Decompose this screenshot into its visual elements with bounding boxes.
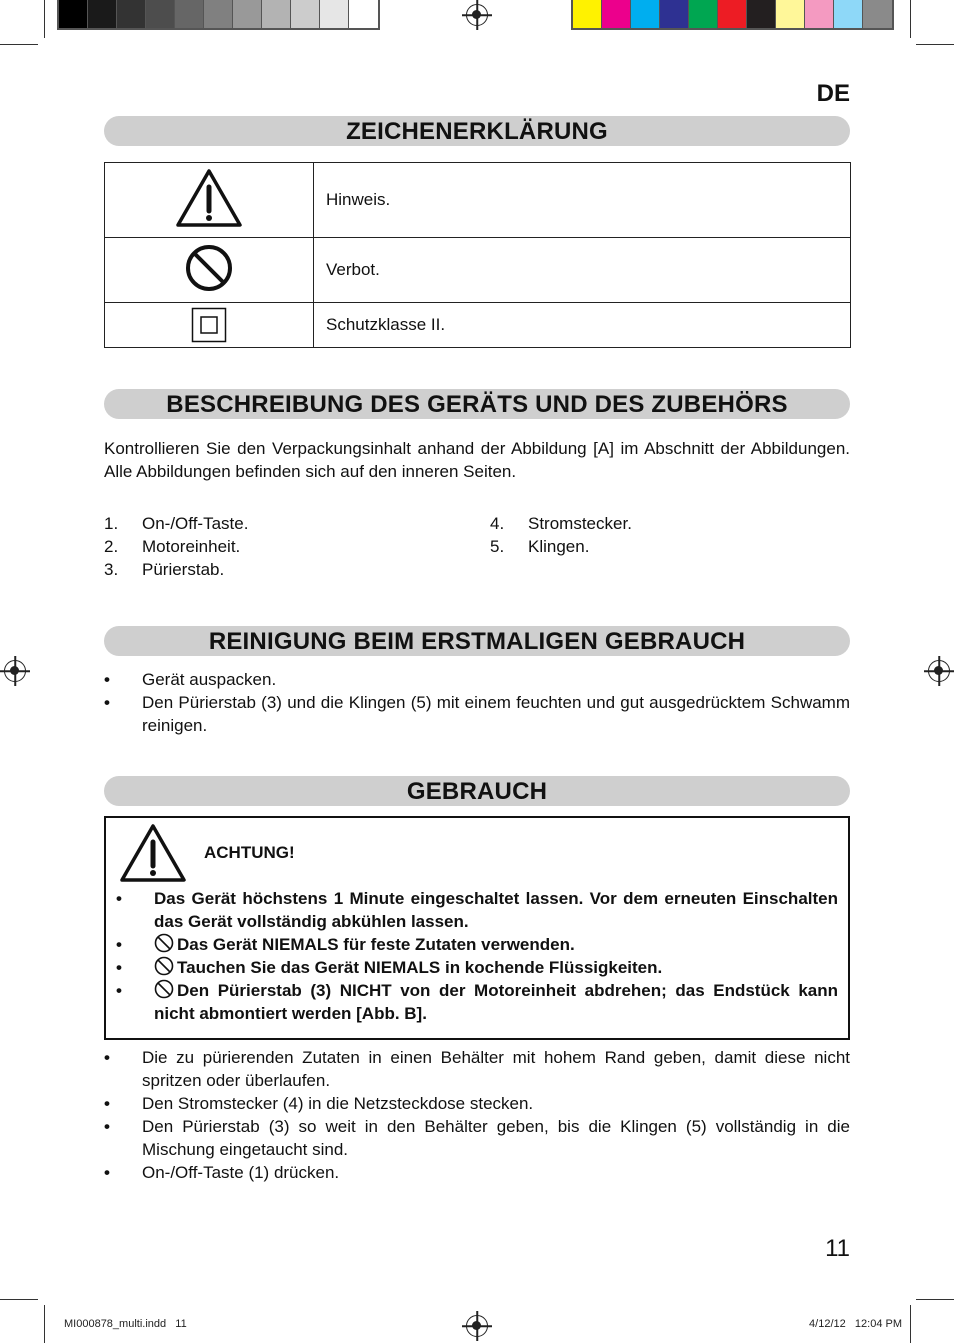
list-item: • On-/Off-Taste (1) drücken.	[104, 1163, 340, 1182]
class-ii-icon	[191, 307, 227, 343]
color-swatch	[776, 0, 805, 28]
registration-mark-icon	[466, 1315, 488, 1337]
bullet-icon: •	[104, 1117, 110, 1136]
prohibition-icon	[154, 979, 174, 999]
slug-date: 4/12/12 12:04 PM	[809, 1318, 902, 1330]
bullet-icon: •	[116, 889, 122, 908]
color-swatch	[88, 0, 117, 28]
usage-list	[104, 1046, 850, 1184]
list-item: • Den Pürierstab (3) und die Klingen (5) mit einem feuchten und gut ausgedrücktem Schwamm reinigen.	[104, 693, 850, 735]
legend-section-title: ZEICHENERKLÄRUNG	[104, 116, 850, 146]
crop-mark	[44, 0, 45, 38]
registration-mark-icon	[466, 4, 488, 26]
crop-mark	[916, 44, 954, 45]
warning-box	[104, 816, 850, 1040]
prohibition-icon	[184, 243, 234, 293]
table-row	[105, 163, 851, 238]
color-swatch	[631, 0, 660, 28]
color-swatch	[291, 0, 320, 28]
warning-heading: ACHTUNG!	[204, 843, 295, 862]
crop-mark	[910, 1305, 911, 1343]
color-swatch	[146, 0, 175, 28]
registration-mark-icon	[4, 660, 26, 682]
bullet-icon: •	[104, 1094, 110, 1113]
list-item: • Die zu pürierenden Zutaten in einen Behälter mit hohem Rand geben, damit diese nicht spritzen oder überlaufen.	[104, 1048, 850, 1090]
crop-mark	[0, 44, 38, 45]
parts-list-right	[490, 512, 632, 558]
bullet-icon: •	[104, 1048, 110, 1067]
list-item: • Den Stromstecker (4) in die Netzsteckdose stecken.	[104, 1094, 534, 1113]
slug-file: MI000878_multi.indd 11	[64, 1318, 187, 1330]
list-item: • Das Gerät höchstens 1 Minute eingeschaltet lassen. Vor dem erneuten Einschalten das Gerät vollständig abkühlen lassen.	[116, 889, 838, 931]
parts-list-left	[104, 512, 248, 581]
prohibition-icon	[154, 933, 174, 953]
color-swatch	[59, 0, 88, 28]
color-swatch	[718, 0, 747, 28]
list-item: • Den Pürierstab (3) NICHT von der Motoreinheit abdrehen; das Endstück kann nicht abmontiert werden [Abb. B].	[116, 981, 838, 1023]
crop-mark	[916, 1299, 954, 1300]
color-swatch	[573, 0, 602, 28]
cleaning-list	[104, 668, 850, 737]
crop-mark	[44, 1305, 45, 1343]
description-section-title: BESCHREIBUNG DES GERÄTS UND DES ZUBEHÖRS	[104, 389, 850, 419]
crop-mark	[910, 0, 911, 38]
color-swatch	[660, 0, 689, 28]
color-swatch	[834, 0, 863, 28]
color-swatch	[602, 0, 631, 28]
description-intro: Kontrollieren Sie den Verpackungsinhalt anhand der Abbildung [A] im Abschnitt der Abbildungen. Alle Abbildungen befinden sich auf den inneren Seiten.	[104, 439, 850, 481]
color-swatch	[204, 0, 233, 28]
color-swatch	[349, 0, 378, 28]
color-swatch	[689, 0, 718, 28]
color-swatch-bar	[571, 0, 894, 30]
legend-text: Hinweis.	[314, 163, 851, 238]
list-item: • Gerät auspacken.	[104, 670, 277, 689]
list-item: • Tauchen Sie das Gerät NIEMALS in kochende Flüssigkeiten.	[116, 958, 663, 977]
list-item: 4. Stromstecker.	[490, 514, 632, 533]
list-item: 2. Motoreinheit.	[104, 537, 241, 556]
list-item: 3. Pürierstab.	[104, 560, 225, 579]
color-swatch	[320, 0, 349, 28]
table-row	[105, 303, 851, 348]
color-swatch	[863, 0, 892, 28]
bullet-icon: •	[116, 958, 122, 977]
color-swatch	[805, 0, 834, 28]
list-item: • Das Gerät NIEMALS für feste Zutaten verwenden.	[116, 935, 575, 954]
color-swatch	[175, 0, 204, 28]
bullet-icon: •	[104, 670, 110, 689]
bullet-icon: •	[104, 693, 110, 712]
legend-text: Schutzklasse II.	[314, 303, 851, 348]
warning-triangle-icon	[118, 822, 188, 884]
warning-list	[116, 887, 838, 1025]
language-code: DE	[816, 80, 850, 107]
list-item: 1. On-/Off-Taste.	[104, 514, 249, 533]
bullet-icon: •	[116, 981, 122, 1000]
color-swatch	[117, 0, 146, 28]
symbol-legend-table	[104, 162, 851, 348]
list-item: • Den Pürierstab (3) so weit in den Behälter geben, bis die Klingen (5) vollständig in die Mischung eingetaucht sind.	[104, 1117, 850, 1159]
legend-text: Verbot.	[314, 238, 851, 303]
crop-mark	[0, 1299, 38, 1300]
color-swatch	[233, 0, 262, 28]
gray-swatch-bar	[57, 0, 380, 30]
warning-triangle-icon	[174, 167, 244, 229]
color-swatch	[747, 0, 776, 28]
usage-section-title: GEBRAUCH	[104, 776, 850, 806]
page-number: 11	[825, 1235, 850, 1262]
registration-mark-icon	[928, 660, 950, 682]
list-item: 5. Klingen.	[490, 537, 590, 556]
color-swatch	[262, 0, 291, 28]
bullet-icon: •	[116, 935, 122, 954]
bullet-icon: •	[104, 1163, 110, 1182]
prohibition-icon	[154, 956, 174, 976]
cleaning-section-title: REINIGUNG BEIM ERSTMALIGEN GEBRAUCH	[104, 626, 850, 656]
table-row	[105, 238, 851, 303]
